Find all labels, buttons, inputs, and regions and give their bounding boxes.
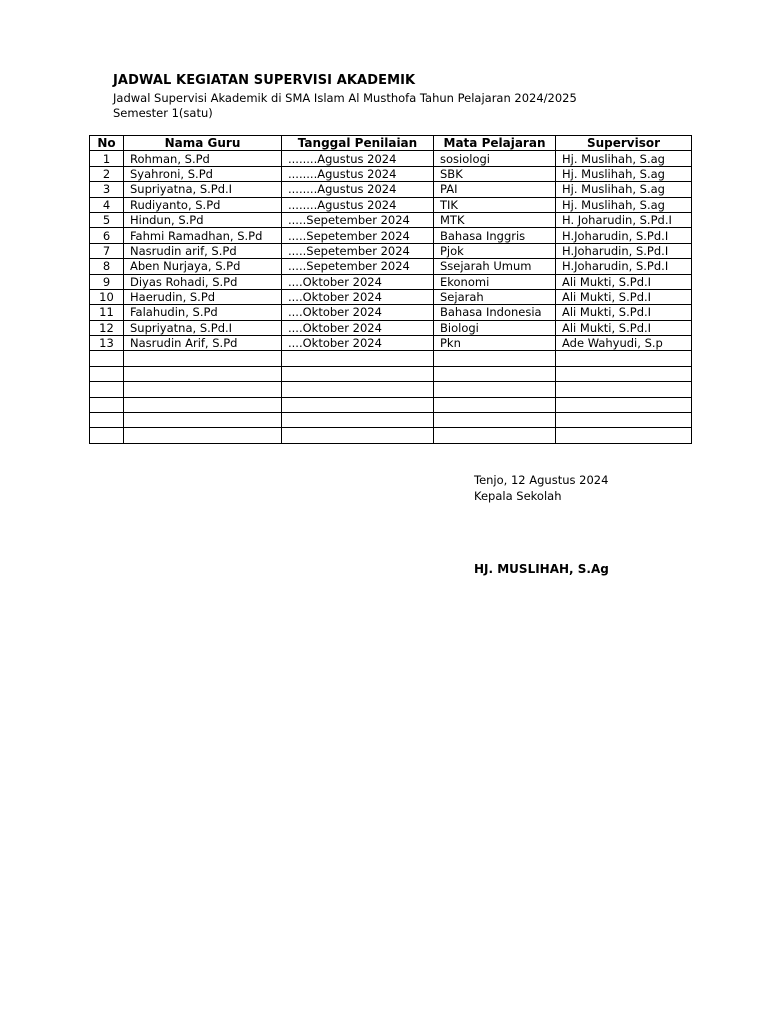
cell-no: 4 — [90, 197, 124, 212]
semester-label: Semester 1(satu) — [113, 106, 213, 120]
cell-nama-guru: Diyas Rohadi, S.Pd — [124, 274, 282, 289]
cell-no: 11 — [90, 305, 124, 320]
cell-mata-pelajaran — [434, 413, 556, 428]
cell-tanggal-penilaian: ....Oktober 2024 — [282, 289, 434, 304]
table-row — [90, 243, 692, 258]
cell-supervisor: Hj. Muslihah, S.ag — [556, 166, 692, 181]
cell-supervisor — [556, 351, 692, 366]
cell-nama-guru — [124, 382, 282, 397]
cell-tanggal-penilaian: ........Agustus 2024 — [282, 197, 434, 212]
signature-name: HJ. MUSLIHAH, S.Ag — [474, 562, 609, 576]
cell-tanggal-penilaian — [282, 366, 434, 381]
cell-no — [90, 428, 124, 443]
cell-mata-pelajaran — [434, 382, 556, 397]
table-row — [90, 397, 692, 412]
table-row — [90, 428, 692, 443]
cell-tanggal-penilaian — [282, 428, 434, 443]
table-row — [90, 259, 692, 274]
cell-no — [90, 413, 124, 428]
cell-no: 13 — [90, 336, 124, 351]
cell-tanggal-penilaian: .....Sepetember 2024 — [282, 243, 434, 258]
cell-mata-pelajaran: Bahasa Indonesia — [434, 305, 556, 320]
table-row — [90, 182, 692, 197]
cell-supervisor: Hj. Muslihah, S.ag — [556, 151, 692, 166]
cell-supervisor: Ali Mukti, S.Pd.I — [556, 305, 692, 320]
table-row — [90, 320, 692, 335]
cell-nama-guru: Nasrudin Arif, S.Pd — [124, 336, 282, 351]
header-nama-guru: Nama Guru — [124, 136, 282, 151]
cell-tanggal-penilaian — [282, 413, 434, 428]
table-row — [90, 212, 692, 227]
signature-place-date: Tenjo, 12 Agustus 2024 — [474, 473, 609, 487]
cell-nama-guru: Falahudin, S.Pd — [124, 305, 282, 320]
document-subtitle: Jadwal Supervisi Akademik di SMA Islam Al Musthofa Tahun Pelajaran 2024/2025 — [113, 91, 577, 105]
cell-no — [90, 366, 124, 381]
cell-supervisor: H.Joharudin, S.Pd.I — [556, 228, 692, 243]
table-row — [90, 336, 692, 351]
cell-supervisor — [556, 366, 692, 381]
table-row — [90, 151, 692, 166]
cell-mata-pelajaran: SBK — [434, 166, 556, 181]
header-supervisor: Supervisor — [556, 136, 692, 151]
cell-nama-guru: Rohman, S.Pd — [124, 151, 282, 166]
cell-mata-pelajaran: PAI — [434, 182, 556, 197]
table-row — [90, 382, 692, 397]
cell-no: 6 — [90, 228, 124, 243]
cell-nama-guru — [124, 366, 282, 381]
cell-nama-guru — [124, 413, 282, 428]
cell-tanggal-penilaian: ....Oktober 2024 — [282, 274, 434, 289]
cell-tanggal-penilaian: ........Agustus 2024 — [282, 182, 434, 197]
cell-tanggal-penilaian: ........Agustus 2024 — [282, 151, 434, 166]
table-body — [90, 151, 692, 443]
cell-nama-guru — [124, 351, 282, 366]
header-mata-pelajaran: Mata Pelajaran — [434, 136, 556, 151]
cell-mata-pelajaran: sosiologi — [434, 151, 556, 166]
cell-tanggal-penilaian — [282, 382, 434, 397]
cell-mata-pelajaran: TIK — [434, 197, 556, 212]
cell-no: 2 — [90, 166, 124, 181]
table-header-row — [90, 136, 692, 151]
cell-supervisor: Ali Mukti, S.Pd.I — [556, 289, 692, 304]
cell-mata-pelajaran: Sejarah — [434, 289, 556, 304]
cell-mata-pelajaran — [434, 351, 556, 366]
cell-supervisor: Ali Mukti, S.Pd.I — [556, 320, 692, 335]
cell-supervisor — [556, 413, 692, 428]
header-tanggal-penilaian: Tanggal Penilaian — [282, 136, 434, 151]
cell-mata-pelajaran — [434, 397, 556, 412]
cell-supervisor: H.Joharudin, S.Pd.I — [556, 243, 692, 258]
cell-no: 12 — [90, 320, 124, 335]
cell-no: 3 — [90, 182, 124, 197]
table-row — [90, 197, 692, 212]
header-no: No — [90, 136, 124, 151]
table-row — [90, 274, 692, 289]
cell-nama-guru — [124, 397, 282, 412]
cell-supervisor: Hj. Muslihah, S.ag — [556, 182, 692, 197]
cell-tanggal-penilaian — [282, 397, 434, 412]
cell-no: 8 — [90, 259, 124, 274]
cell-supervisor: Ade Wahyudi, S.p — [556, 336, 692, 351]
cell-mata-pelajaran: Biologi — [434, 320, 556, 335]
table-row — [90, 289, 692, 304]
table-row — [90, 228, 692, 243]
cell-nama-guru: Hindun, S.Pd — [124, 212, 282, 227]
cell-mata-pelajaran — [434, 428, 556, 443]
cell-nama-guru: Aben Nurjaya, S.Pd — [124, 259, 282, 274]
table-row — [90, 305, 692, 320]
table-row — [90, 413, 692, 428]
cell-supervisor: H.Joharudin, S.Pd.I — [556, 259, 692, 274]
cell-supervisor — [556, 397, 692, 412]
cell-no: 10 — [90, 289, 124, 304]
cell-mata-pelajaran: Pjok — [434, 243, 556, 258]
cell-tanggal-penilaian: .....Sepetember 2024 — [282, 212, 434, 227]
cell-mata-pelajaran: Pkn — [434, 336, 556, 351]
cell-no — [90, 397, 124, 412]
cell-tanggal-penilaian: ....Oktober 2024 — [282, 305, 434, 320]
supervision-schedule-table — [89, 135, 692, 444]
cell-tanggal-penilaian: ........Agustus 2024 — [282, 166, 434, 181]
cell-supervisor: Hj. Muslihah, S.ag — [556, 197, 692, 212]
cell-supervisor — [556, 428, 692, 443]
cell-supervisor: Ali Mukti, S.Pd.I — [556, 274, 692, 289]
signature-role: Kepala Sekolah — [474, 489, 562, 503]
table-row — [90, 166, 692, 181]
cell-nama-guru: Supriyatna, S.Pd.I — [124, 182, 282, 197]
cell-nama-guru: Syahroni, S.Pd — [124, 166, 282, 181]
cell-no: 9 — [90, 274, 124, 289]
cell-no — [90, 351, 124, 366]
cell-nama-guru: Rudiyanto, S.Pd — [124, 197, 282, 212]
cell-nama-guru — [124, 428, 282, 443]
cell-mata-pelajaran: Ekonomi — [434, 274, 556, 289]
cell-tanggal-penilaian: .....Sepetember 2024 — [282, 259, 434, 274]
cell-no — [90, 382, 124, 397]
cell-mata-pelajaran: Bahasa Inggris — [434, 228, 556, 243]
document-title: JADWAL KEGIATAN SUPERVISI AKADEMIK — [113, 73, 416, 88]
cell-tanggal-penilaian: .....Sepetember 2024 — [282, 228, 434, 243]
cell-mata-pelajaran: MTK — [434, 212, 556, 227]
cell-tanggal-penilaian: ....Oktober 2024 — [282, 320, 434, 335]
cell-nama-guru: Fahmi Ramadhan, S.Pd — [124, 228, 282, 243]
cell-no: 7 — [90, 243, 124, 258]
cell-mata-pelajaran: Ssejarah Umum — [434, 259, 556, 274]
cell-nama-guru: Nasrudin arif, S.Pd — [124, 243, 282, 258]
cell-supervisor: H. Joharudin, S.Pd.I — [556, 212, 692, 227]
cell-tanggal-penilaian: ....Oktober 2024 — [282, 336, 434, 351]
cell-nama-guru: Haerudin, S.Pd — [124, 289, 282, 304]
cell-nama-guru: Supriyatna, S.Pd.I — [124, 320, 282, 335]
cell-no: 1 — [90, 151, 124, 166]
cell-supervisor — [556, 382, 692, 397]
cell-no: 5 — [90, 212, 124, 227]
table-row — [90, 366, 692, 381]
cell-mata-pelajaran — [434, 366, 556, 381]
cell-tanggal-penilaian — [282, 351, 434, 366]
table-row — [90, 351, 692, 366]
